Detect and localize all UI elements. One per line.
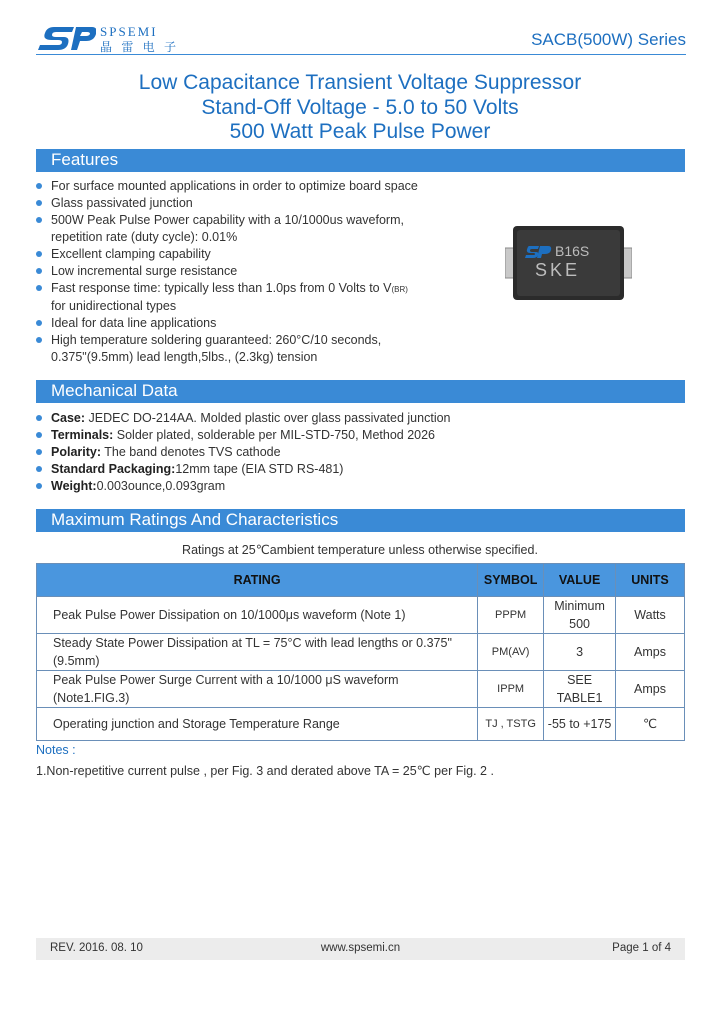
value-cell: Minimum 500 [544,597,616,634]
title-line-2: Stand-Off Voltage - 5.0 to 50 Volts [201,96,519,119]
list-item: Fast response time: typically less than 1.0ps from 0 Volts to V(BR) for unidirectional types [36,280,486,315]
list-item: Glass passivated junction [36,195,486,212]
units-cell: ℃ [616,708,685,741]
list-item: Weight:0.003ounce,0.093gram [36,478,676,495]
list-item: For surface mounted applications in order to optimize board space [36,178,486,195]
list-item: Terminals: Solder plated, solderable per MIL-STD-750, Method 2026 [36,427,676,444]
list-item: 500W Peak Pulse Power capability with a 10/1000us waveform, repetition rate (duty cycle): 0.01% [36,212,486,246]
table-row [37,634,685,671]
symbol-cell: IPPM [478,671,544,708]
ratings-heading: Maximum Ratings And Characteristics [51,510,339,529]
features-heading: Features [51,150,119,169]
company-logo [36,24,186,54]
page-footer [36,938,685,960]
column-header-value: VALUE [544,564,616,597]
symbol-cell: PM(AV) [478,634,544,671]
sp-logo-icon [36,24,96,52]
list-item: Case: JEDEC DO-214AA. Molded plastic over glass passivated junction [36,410,676,427]
value-cell: SEE TABLE1 [544,671,616,708]
series-name: SACB(500W) Series [531,30,686,49]
revision-date: REV. 2016. 08. 10 [50,942,143,954]
list-item: Low incremental surge resistance [36,263,486,280]
rating-cell: Operating junction and Storage Temperature Range [37,708,478,741]
symbol-cell: PPPM [478,597,544,634]
rating-cell: Steady State Power Dissipation at TL = 75°C with lead lengths or 0.375" (9.5mm) [37,634,478,671]
features-heading-bar [36,149,685,172]
website-link[interactable]: www.spsemi.cn [320,942,401,954]
list-item: Ideal for data line applications [36,315,486,332]
units-cell: Amps [616,671,685,708]
symbol-cell: TJ , TSTG [478,708,544,741]
column-header-rating: RATING [37,564,478,597]
value-cell: 3 [544,634,616,671]
table-row [37,671,685,708]
page-number: Page 1 of 4 [612,942,671,954]
rating-cell: Peak Pulse Power Surge Current with a 10/1000 μS waveform (Note1.FIG.3) [37,671,478,708]
column-header-units: UNITS [616,564,685,597]
header-divider [36,54,686,55]
list-item: Excellent clamping capability [36,246,486,263]
notes-title: Notes : [36,743,76,757]
list-item: High temperature soldering guaranteed: 260°C/10 seconds, 0.375"(9.5mm) lead length,5lbs., (2.3kg) tension [36,332,486,366]
chip-marking-2: SKE [535,260,581,280]
features-list [36,178,486,366]
table-row [37,597,685,634]
mechanical-heading: Mechanical Data [51,381,178,400]
title-line-3: 500 Watt Peak Pulse Power [229,120,491,143]
brand-name-chinese: 晶 雷 电 子 [100,40,180,54]
title-line-1: Low Capacitance Transient Voltage Suppressor [138,71,582,94]
ratings-heading-bar [36,509,685,532]
mechanical-heading-bar [36,380,685,403]
ratings-table [36,563,685,741]
list-item: Standard Packaging:12mm tape (EIA STD RS-481) [36,461,676,478]
value-cell: -55 to +175 [544,708,616,741]
mechanical-list [36,410,676,495]
column-header-symbol: SYMBOL [478,564,544,597]
list-item: Polarity: The band denotes TVS cathode [36,444,676,461]
rating-cell: Peak Pulse Power Dissipation on 10/1000μs waveform (Note 1) [37,597,478,634]
table-row [37,708,685,741]
note-1: 1.Non-repetitive current pulse , per Fig. 3 and derated above TA = 25℃ per Fig. 2 . [36,764,494,778]
component-image [505,222,632,304]
units-cell: Watts [616,597,685,634]
table-header-row [37,564,685,597]
ratings-conditions: Ratings at 25℃ambient temperature unless otherwise specified. [182,543,538,557]
chip-marking-1: B16S [555,243,590,259]
units-cell: Amps [616,634,685,671]
brand-name: SPSEMI [100,24,158,39]
